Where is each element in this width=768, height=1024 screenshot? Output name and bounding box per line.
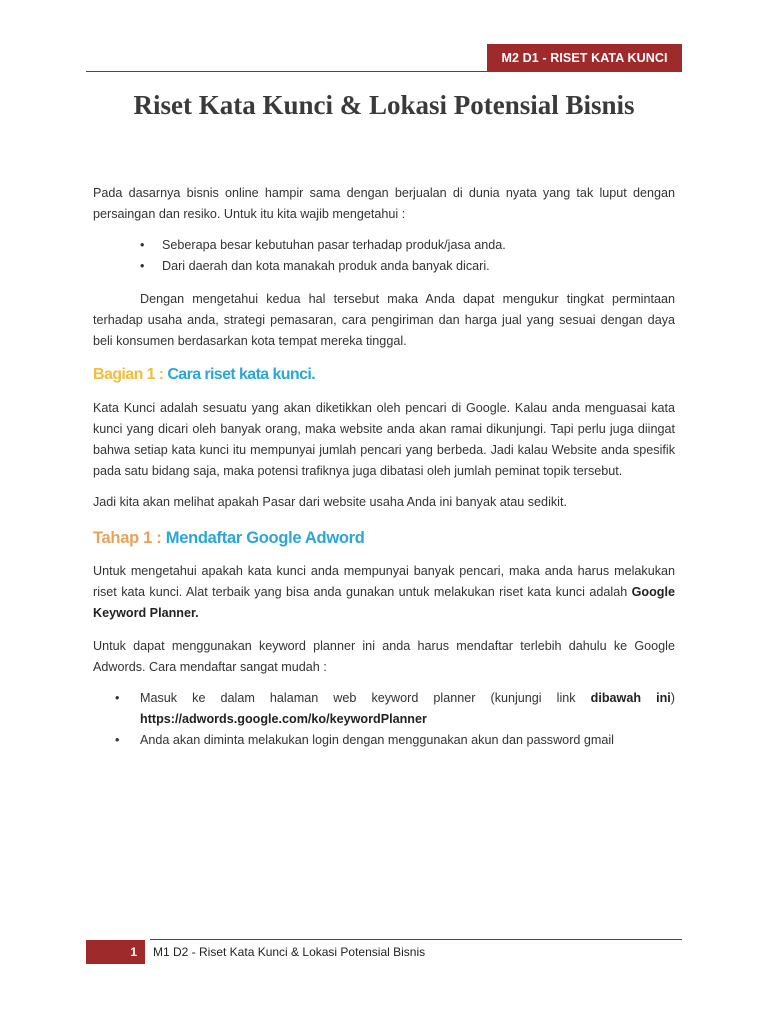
bullet-icon: • <box>115 733 120 747</box>
paragraph-6: Untuk dapat menggunakan keyword planner ini anda harus mendaftar terlebih dahulu ke Google Adwords. Cara mendaftar sangat mudah : <box>93 639 675 674</box>
bullet-icon: • <box>140 259 145 273</box>
list-item: • Anda akan diminta melakukan login dengan menggunakan akun dan password gmail <box>115 730 675 751</box>
intro-bullet-list <box>93 235 675 277</box>
list-item: • Seberapa besar kebutuhan pasar terhadap produk/jasa anda. <box>140 235 675 256</box>
header-rule <box>86 71 488 72</box>
paragraph-5: Untuk mengetahui apakah kata kunci anda mempunyai banyak pencari, maka anda harus melakukan riset kata kunci. Alat terbaik yang bisa anda gunakan untuk melakukan riset kata kunci adalah Google Keyword Planner. <box>93 564 675 620</box>
bullet-icon: • <box>140 238 145 252</box>
steps-bullet-list <box>93 688 675 751</box>
list-item: • Dari daerah dan kota manakah produk anda banyak dicari. <box>140 256 675 277</box>
step-prefix: Tahap 1 : <box>93 529 166 547</box>
intro-paragraph: Pada dasarnya bisnis online hampir sama dengan berjualan di dunia nyata yang tak luput dengan persaingan dan resiko. Untuk itu kita wajib mengetahui : <box>93 186 675 221</box>
keyword-planner-link[interactable]: https://adwords.google.com/ko/keywordPlanner <box>140 712 427 726</box>
paragraph-4: Jadi kita akan melihat apakah Pasar dari website usaha Anda ini banyak atau sedikit. <box>93 495 567 509</box>
keyword-planner-bold: Google Keyword Planner. <box>93 585 675 620</box>
list-item: • Masuk ke dalam halaman web keyword planner (kunjungi link dibawah ini) https://adwords.google.com/ko/keywordPlanner <box>115 688 675 730</box>
section-heading-bagian-1 <box>93 364 675 386</box>
document-title: Riset Kata Kunci & Lokasi Potensial Bisnis <box>133 90 635 120</box>
header-badge: M2 D1 - RISET KATA KUNCI <box>487 44 682 72</box>
footer-text: M1 D2 - Riset Kata Kunci & Lokasi Potensial Bisnis <box>153 945 426 959</box>
section-prefix: Bagian 1 : <box>93 366 168 383</box>
document-body <box>93 183 675 751</box>
bullet-icon: • <box>115 691 120 705</box>
section-title: Cara riset kata kunci. <box>167 366 316 383</box>
paragraph-3: Kata Kunci adalah sesuatu yang akan diketikkan oleh pencari di Google. Kalau anda menguasai kata kunci yang dicari oleh banyak orang, maka website anda akan ramai dikunjungi. Tapi perlu juga diingat bahwa setiap kata kunci itu mempunyai jumlah pencari yang berbeda. Jadi kalau Website anda spesifik pada satu bidang saja, maka potensi trafiknya juga dibatasi oleh jumlah peminat topik tersebut. <box>93 401 675 478</box>
step-title: Mendaftar Google Adword <box>165 529 365 547</box>
paragraph-2: Dengan mengetahui kedua hal tersebut maka Anda dapat mengukur tingkat permintaan terhadap usaha anda, strategi pemasaran, cara pengiriman dan harga jual yang sesuai dengan daya beli konsumen berdasarkan kota tempat mereka tinggal. <box>93 292 675 348</box>
step-heading-tahap-1 <box>93 527 675 549</box>
page-number-badge: 1 <box>86 940 145 964</box>
